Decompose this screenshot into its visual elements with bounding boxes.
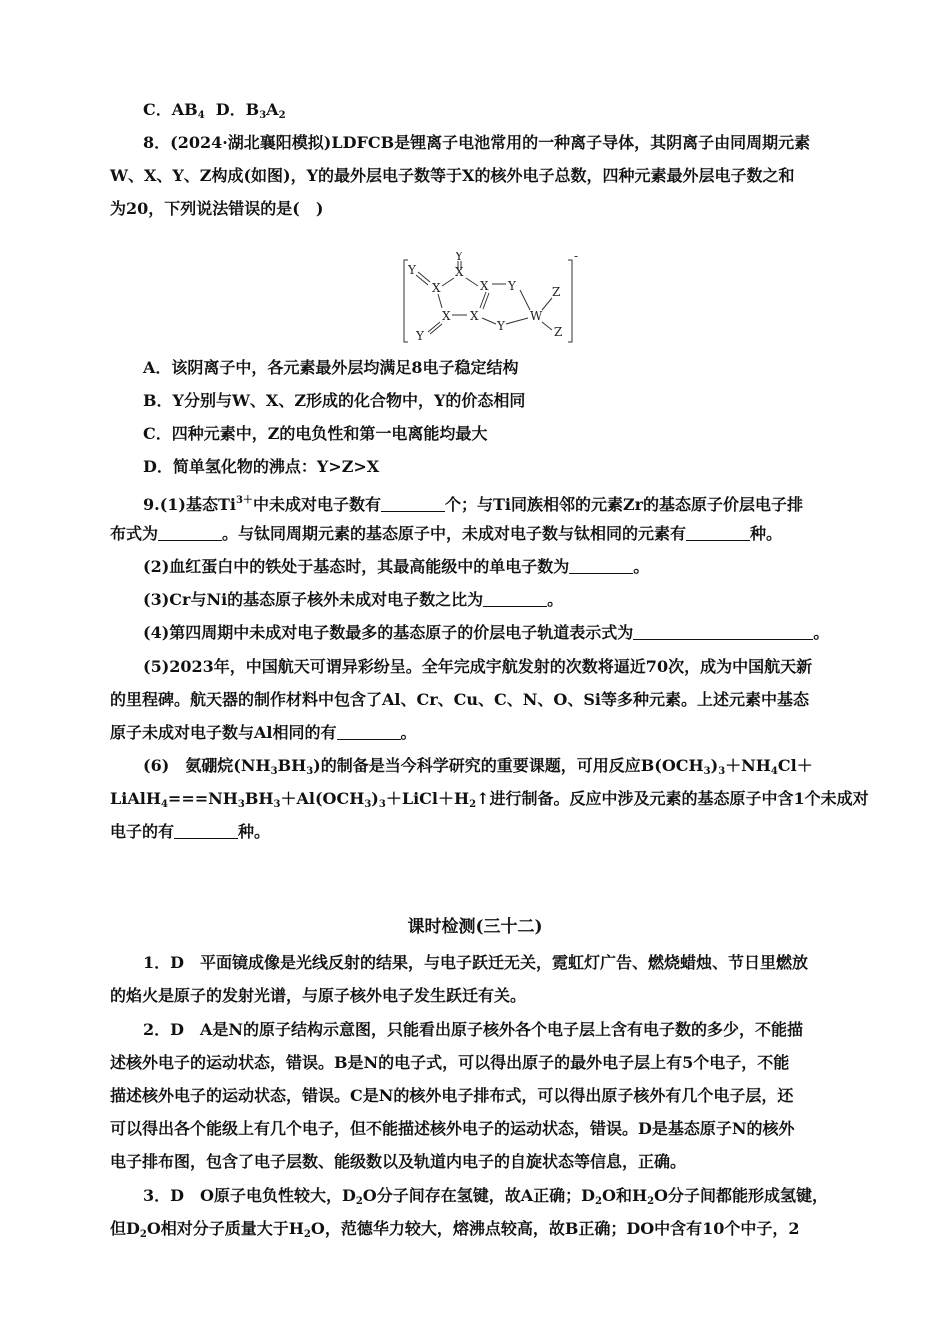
- atom-y-label: Y: [508, 279, 516, 293]
- atom-z-label: Z: [552, 285, 561, 299]
- q9-part5-line: (5)2023年，中国航天可谓异彩纷呈。全年完成宇航发射的次数将逼近70次，成为中国航天新: [143, 657, 813, 676]
- answer-blank[interactable]: [174, 822, 238, 839]
- q8-option-d: D．简单氢化物的沸点：Y>Z>X: [143, 457, 380, 476]
- answer-blank[interactable]: [633, 623, 813, 640]
- q7-options-cd: C．$AB_4$ D．$B_3A_2$: [143, 100, 286, 121]
- q9-part6-line: 电子的有 种。: [110, 822, 271, 841]
- atom-x-label: X: [480, 279, 489, 293]
- answer-2-line: 描述核外电子的运动状态，错误。C是N的核外电子排布式，可以得出原子核外有几个电子层，还: [110, 1086, 794, 1105]
- atom-x-label: X: [470, 309, 479, 323]
- q9-part3-line: (3)Cr与Ni的基态原子核外未成对电子数之比为 。: [143, 590, 564, 609]
- q8-option-a: A．该阴离子中，各元素最外层均满足8电子稳定结构: [143, 358, 519, 377]
- atom-x-label: X: [442, 309, 451, 323]
- q9-part4-line: (4)第四周期中未成对电子数最多的基态原子的价层电子轨道表示式为 。: [143, 623, 830, 642]
- atom-x-label: X: [432, 281, 441, 295]
- answer-blank[interactable]: [158, 524, 222, 541]
- figure-charge-label: -: [574, 252, 579, 263]
- answer-2-line: 述核外电子的运动状态，错误。B是N的电子式，可以得出原子的最外电子层上有5个电子，不能: [110, 1053, 790, 1072]
- q8-option-b: B．Y分别与W、X、Z形成的化合物中，Y的价态相同: [143, 391, 526, 410]
- answer-3-line: 但$D_2O$相对分子质量大于$H_2O$，范德华力较大，熔沸点较高，故B正确；DO中含有10个中子，2: [110, 1219, 800, 1240]
- answer-1-line: 的焰火是原子的发射光谱，与原子核外电子发生跃迁有关。: [110, 986, 527, 1005]
- anion-structure-diagram: [400, 252, 590, 348]
- answer-2-line: 2．D A是N的原子结构示意图，只能看出原子核外各个电子层上含有电子数的多少，不能描: [143, 1020, 804, 1039]
- q9-part1-line: 布式为 。与钛同周期元素的基态原子中，未成对电子数与钛相同的元素有 种。: [110, 524, 783, 543]
- atom-y-label: Y: [497, 319, 505, 333]
- q9-part5-line: 的里程碑。航天器的制作材料中包含了Al、Cr、Cu、C、N、O、Si等多种元素。上述元素中基态: [110, 690, 809, 709]
- q9-part2-line: (2)血红蛋白中的铁处于基态时，其最高能级中的单电子数为 。: [143, 557, 650, 576]
- answer-blank[interactable]: [337, 723, 401, 740]
- atom-y-label: Y: [416, 329, 424, 343]
- answer-blank[interactable]: [483, 590, 547, 607]
- answer-2-line: 可以得出各个能级上有几个电子，但不能描述核外电子的运动状态，错误。D是基态原子N的核外: [110, 1119, 795, 1138]
- q8-option-c: C．四种元素中，Z的电负性和第一电离能均最大: [143, 424, 488, 443]
- q9-part1-line: 9.(1)基态$Ti^{3+}$中未成对电子数有 个；与Ti同族相邻的元素Zr的基态原子价层电子排: [143, 495, 804, 514]
- atom-w-label: W: [530, 309, 543, 323]
- q9-part6-line: (6) 氨硼烷$(NH_3BH_3)$的制备是当今科学研究的重要课题，可用反应$B(OCH_3)_3+NH_4Cl+$: [143, 756, 813, 777]
- q9-part5-line: 原子未成对电子数与Al相同的有 。: [110, 723, 417, 742]
- answer-2-line: 电子排布图，包含了电子层数、能级数以及轨道内电子的自旋状态等信息，正确。: [110, 1152, 687, 1171]
- atom-z-label: Z: [554, 325, 563, 339]
- answer-3-line: 3．D O原子电负性较大，$D_2O$分子间存在氢键，故A正确；$D_2O$和$H_2O$分子间都能形成氢键，: [143, 1186, 828, 1207]
- answer-blank[interactable]: [381, 495, 445, 512]
- answer-blank[interactable]: [686, 524, 750, 541]
- atom-y-label: Y: [455, 252, 463, 263]
- answer-1-line: 1．D 平面镜成像是光线反射的结果，与电子跃迁无关，霓虹灯广告、燃烧蜡烛、节日里燃放: [143, 953, 809, 972]
- answers-heading: 课时检测(三十二): [407, 917, 543, 937]
- q8-stem-line: W、X、Y、Z构成(如图)，Y的最外层电子数等于X的核外电子总数，四种元素最外层电子数之和: [110, 166, 795, 185]
- answer-blank[interactable]: [569, 557, 633, 574]
- atom-y-label: Y: [408, 263, 416, 277]
- q8-stem-line: 8．(2024·湖北襄阳模拟)LDFCB是锂离子电池常用的一种离子导体，其阴离子由同周期元素: [143, 133, 811, 152]
- q9-part6-line: $LiAlH_4===NH_3BH_3+Al(OCH_3)_3+LiCl+H_2↑$进行制备。反应中涉及元素的基态原子中含1个未成对: [110, 789, 869, 810]
- atom-x-label: X: [455, 265, 464, 279]
- q8-stem-line: 为20，下列说法错误的是( ): [110, 199, 324, 218]
